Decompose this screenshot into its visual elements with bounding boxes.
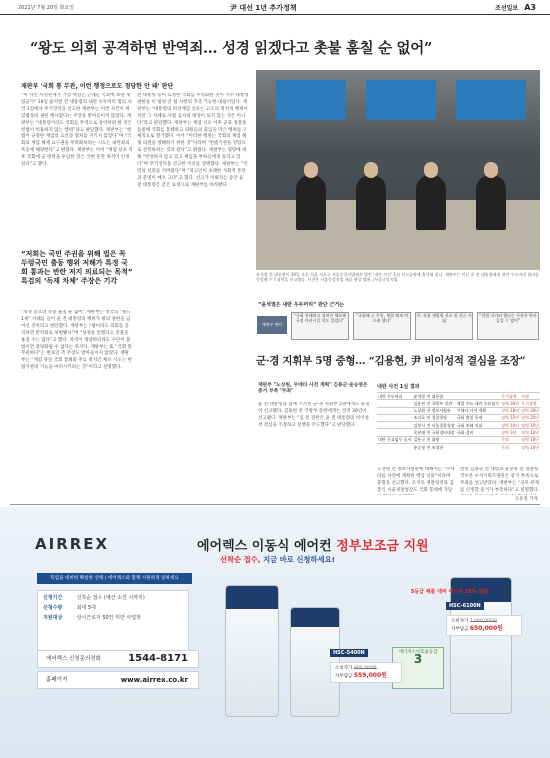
table-cell-group — [377, 444, 412, 451]
diagram-label: 재판부 판단 — [257, 316, 287, 334]
table-cell-group — [377, 429, 412, 436]
table-cell-name: 조지호 전 경찰청장 — [412, 414, 455, 421]
energy-grade-value: 3 — [413, 652, 423, 666]
table-cell-name: 윤승영 전 조정관 — [412, 444, 455, 451]
verdict-table — [377, 383, 540, 450]
paper-name: 조선일보 A3 — [495, 3, 536, 12]
article-column-1b: “성경 읽으려 촛불 훔칠 순 없어” 재판부는 영국의 “몰느 1세” 사례를 들어 윤 전 대통령의 행위가 왕의 권한을 넘어선 것이라고 판단했다. 재판부는 “왕이라도 의회를 공격하면 반역죄로 처벌됐다”며 “성경을 읽겠다고 촛불을 훔칠 수는 없다”고 했다. 목적이 정당하더라도 수단이 불법이면 정당화될 수 없다는 취지다. 재판부는 또 “국회 통 무관하다”는 변호인 측 주장도 받아들이지 않았다. 재판부는 “계엄 당일 국회 봉쇄와 주요 정치인 체포 시도는 헌법기관의 기능을 마비시키려는 것”이라고 설명했다. — [21, 310, 132, 371]
diagram-box: “국회 봉쇄하고 정치인 체포해 국정 마비시킬 의도 있었다” — [291, 312, 349, 340]
table-cell-demand: 징역 15년 — [521, 422, 540, 428]
table-cell-group — [377, 414, 412, 421]
table-cell-role — [456, 444, 500, 451]
second-subtitle: 재판부 "노상원, 쿠데타 사전 계획" 김용군·윤승영은 증거 부족 ‘무죄’ — [258, 383, 368, 395]
diagram-box: 尹, 직접 계엄령 선포 및 전군 지휘 — [415, 312, 473, 340]
ad-divider — [10, 504, 540, 505]
table-cell-demand: 사형 — [520, 393, 540, 400]
table-row — [377, 393, 540, 400]
advertisement — [0, 507, 550, 758]
table-cell-group: 내란 우두머리 — [377, 393, 412, 400]
person-figure — [356, 175, 386, 230]
table-cell-role: 국회 출입 통제 — [456, 414, 500, 421]
courtroom-screen — [456, 80, 526, 120]
product-model-label: HSC-6100N — [446, 602, 484, 610]
main-subtitle: 재판부 '국회 통 무관, 이런 행정으로도 정당한 안 돼' 판단 — [21, 83, 174, 90]
ad-headline: 에어렉스 이동식 에어컨 정부보조금 지원 — [197, 539, 429, 554]
person-head — [424, 162, 438, 178]
courtroom-screen — [366, 80, 436, 120]
section-title: 尹 대선 1년 추가정책 — [230, 4, 297, 12]
article-column-1: “이 사건 사실관계가 가장 핵심은 근래들 국회에 보낸 계엄군가” 18일 윤석열 전 대통령의 내란 우두머리 혐의 사건 1심에서 무기징역을 선고한 재판부는 이번 사건이 계엄법상의 권한 행사였다는 주장을 받아들이지 않았다. 재판부는 “대통령이라도 국회를 무력으로 장악하려 한 것은 헌법이 허용하지 않는 행위”라고 판단했다. 재판부는 “헌법이 규정한 계엄의 요건과 절차를 지키지 않았다”며 “국회의 계엄 해제 요구권을 무력화하려는 시도는 내란죄의 폭동에 해당한다”고 밝혔다. 재판부는 이어 “계엄 선포 직후 국회에 군 병력을 투입한 것은 국헌 문란 목적이 인정된다”고 했다. — [21, 93, 133, 168]
pull-quote: “저희는 국민 주권을 위해 법은 꼭 두렁국민 출동 행위 저해가 특정 국회 통과는 반란 저지 의료되는 목적” 특검의 ‘독재 차체’ 주장은 기각 — [21, 250, 133, 285]
table-cell-group — [377, 400, 412, 407]
table-cell-role: 국회 경비 — [456, 429, 500, 436]
table-cell-sentence: 무죄 — [500, 436, 520, 443]
table-cell-sentence: 징역 18년 — [501, 408, 520, 414]
person-head — [304, 162, 318, 178]
table-cell-sentence: 징역 12년 — [501, 415, 520, 421]
table-cell-role: 국회 봉쇄 지휘 — [456, 422, 500, 429]
person-head — [484, 162, 498, 178]
table-cell-sentence: 무기징역 — [500, 393, 520, 400]
table-cell-name: 김용현 전 국방부 장관 — [412, 400, 455, 407]
energy-grade-badge: 에너지소비효율등급 3 — [392, 647, 444, 689]
ad-phone-box: 에어렉스 신청문의전화 1544-8171 — [37, 650, 199, 668]
table-cell-demand: 무기징역 — [520, 400, 540, 407]
byline: 오유진 기자 — [514, 497, 538, 502]
judgment-diagram — [257, 308, 539, 342]
table-cell-role: 쿠데타 사전 계획 — [456, 407, 500, 414]
table-cell-demand: 징역 20년 — [521, 415, 540, 421]
air-conditioner-large — [225, 585, 279, 717]
table-cell-group — [377, 407, 412, 414]
table-cell-name: 노상원 전 정보사령관 — [412, 407, 455, 414]
diagram-box: “국회에 군 투입, 계엄 해제 막으려 했다” — [353, 312, 411, 340]
ad-info-row: 지원대상 상시근로자 50인 미만 사업장 — [43, 615, 141, 621]
ad-homepage-box: 홈페이지 www.airrex.co.kr — [37, 671, 199, 689]
table-cell-name: 김용군 전 대령 — [412, 436, 455, 443]
table-cell-group: 내란 중요임무 종사 — [378, 437, 412, 443]
table-row — [377, 436, 540, 443]
ad-subheadline: 선착순 접수, 지금 바로 신청하세요! — [220, 555, 335, 564]
table-cell-role — [456, 436, 500, 443]
table-cell-role: 계엄 주도·내란 중요임무 — [456, 400, 500, 406]
second-headline: 군·경 지휘부 5명 중형… “김용현, 尹 비이성적 결심을 조장” — [256, 355, 526, 367]
table-cell-name: 김봉식 전 서울경찰청장 — [413, 422, 455, 428]
product-price-box: 소비자가 1,000,000원 자부담금 650,000원 — [446, 615, 522, 636]
person-figure — [416, 175, 446, 230]
product-price-box: 소비자가 900,000원 자부담금 559,000원 — [330, 662, 402, 683]
page-header — [0, 0, 550, 15]
photo-caption: 윤석열 전 대통령이 19일 오후 서울 서초구 서울중앙지법에서 열린 ‘내란 사건’ 1심 선고공판에 출석해 있다. 재판부는 이날 윤 전 대통령에게 내란 우두머리 혐의를 인정해 무기징역을 선고했다. 사진은 서울중앙지법 제공 영상 캡처. /서울중앙지법 — [256, 272, 539, 283]
ad-homepage-link[interactable]: www.airrex.co.kr — [120, 676, 188, 684]
energy-saving-note: 5등급 제품 대비 에너지 25% 절감 — [410, 589, 489, 595]
ad-info-box — [37, 590, 189, 651]
table-cell-sentence: 무죄 — [500, 444, 520, 451]
second-column-3: 반면 김용군 전 대령과 윤승영 전 경찰청 국수본 수사기획조정관은 증거 부족으로 무죄를 선고받았다. 재판부는 “공모 관계를 인정할 증거가 부족하다”고 설명했다. — [460, 467, 540, 493]
page-number: A3 — [524, 3, 536, 12]
table-cell-demand: 징역 10년 — [521, 444, 540, 450]
table-row — [377, 414, 540, 421]
table-cell-name: 윤석열 전 대통령 — [412, 393, 455, 400]
verdict-table-title: 내란 사건 1심 결과 — [377, 384, 420, 390]
table-cell-demand: 징역 10년 — [521, 437, 540, 443]
air-conditioner-right — [450, 577, 512, 714]
issue-date: 2021년 7월 20일 화요일 — [18, 5, 75, 11]
ad-band: 폭염을 대비한 확실한 선택 / 에어렉스와 함께 시원하게 일하세요 — [37, 573, 192, 584]
second-column-2: 노상원 전 정보사령관에 대해서는 “쿠데타를 사전에 계획한 핵심 인물”이라며 중형을 선고했다. 조지호 경찰청장과 김봉식 서울경찰청장도 국회 봉쇄에 가담 — [377, 467, 455, 493]
ad-phone-number[interactable]: 1544-8171 — [128, 653, 188, 664]
main-headline: “왕도 의회 공격하면 반역죄… 성경 읽겠다고 촛불 훔칠 순 없어” — [30, 40, 432, 57]
table-cell-sentence: 징역 10년 — [501, 422, 520, 428]
second-column-1: 윤 전 대통령과 함께 기소된 군·경 지휘부 5명에게도 중형이 선고됐다. 김용현 전 국방부 장관에게는 징역 30년이 선고됐다. 재판부는 “김 전 장관은 윤 전 대통령의 비이성적 결심을 조장하고 실행을 주도했다”고 판단했다. — [258, 402, 370, 428]
table-row — [377, 444, 540, 451]
person-head — [364, 162, 378, 178]
table-cell-sentence: 징역 3년 — [500, 429, 520, 436]
table-cell-sentence: 징역 30년 — [501, 400, 520, 406]
courtroom-photo — [256, 70, 540, 270]
diagram-box: “헌법 지키려 했다는 주장은 받아들일 수 없어” — [477, 312, 539, 340]
table-row — [377, 429, 540, 436]
table-row — [377, 422, 540, 429]
table-cell-role — [456, 393, 500, 400]
table-cell-name: 목현태 전 국회경비대장 — [413, 429, 455, 435]
courtroom-screen — [276, 80, 346, 120]
table-cell-demand: 징역 12년 — [521, 429, 540, 435]
ad-info-row: 신청기간 선착순 접수 (예산 소진 시까지) — [43, 595, 145, 601]
article-column-2: 전 대통령 등이 요청한 국회를 무력화한 것이 지수 대통령 권한을 이 범위 안 될 사항의 추측 가능한 내용이었다. 재판부는 “대통령의 비상계엄 선포는 고도의 정치적 행위이지만 그 자체로 사법 심사의 대상이 되지 않는 것은 아니다”라고 판단했다. 재판부는 계엄 선포 이후 군과 경찰을 동원해 국회를 봉쇄하고 의원들의 출입을 막은 행위를 구체적으로 열거했다. 이어 “이러한 행위는 국회의 계엄 해제 의결을 방해하기 위한 것”이라며 “헌법기관을 강압으로 전복하려는 것과 같다”고 밝혔다. 재판부는 형량에 대해 “반성하지 않고 있고 책임을 부하들에게 돌리고 있다”며 무기징역을 선고한 이유를 설명했다. 재판부는 “국민의 신뢰를 저버렸다”며 “피고인이 초래한 사회적 혼란과 분열이 매우 크다”고 했다. 선고가 이뤄지는 동안 윤 전 대통령은 굳은 표정으로 재판부를 바라봤다. — [137, 93, 249, 188]
person-figure — [296, 175, 326, 230]
table-row — [377, 400, 540, 407]
ad-info-row: 신청수량 최대 5대 — [43, 605, 96, 611]
table-row — [377, 407, 540, 414]
person-figure — [476, 175, 506, 230]
table-cell-group — [377, 422, 412, 429]
ad-brand-logo: AIRREX — [35, 535, 110, 553]
diagram-title: “윤석열은 내란 우두머리” 판단 근거는 — [258, 302, 344, 308]
table-cell-demand: 징역 30년 — [521, 408, 540, 414]
product-model-label: HSC-5400N — [330, 649, 368, 657]
